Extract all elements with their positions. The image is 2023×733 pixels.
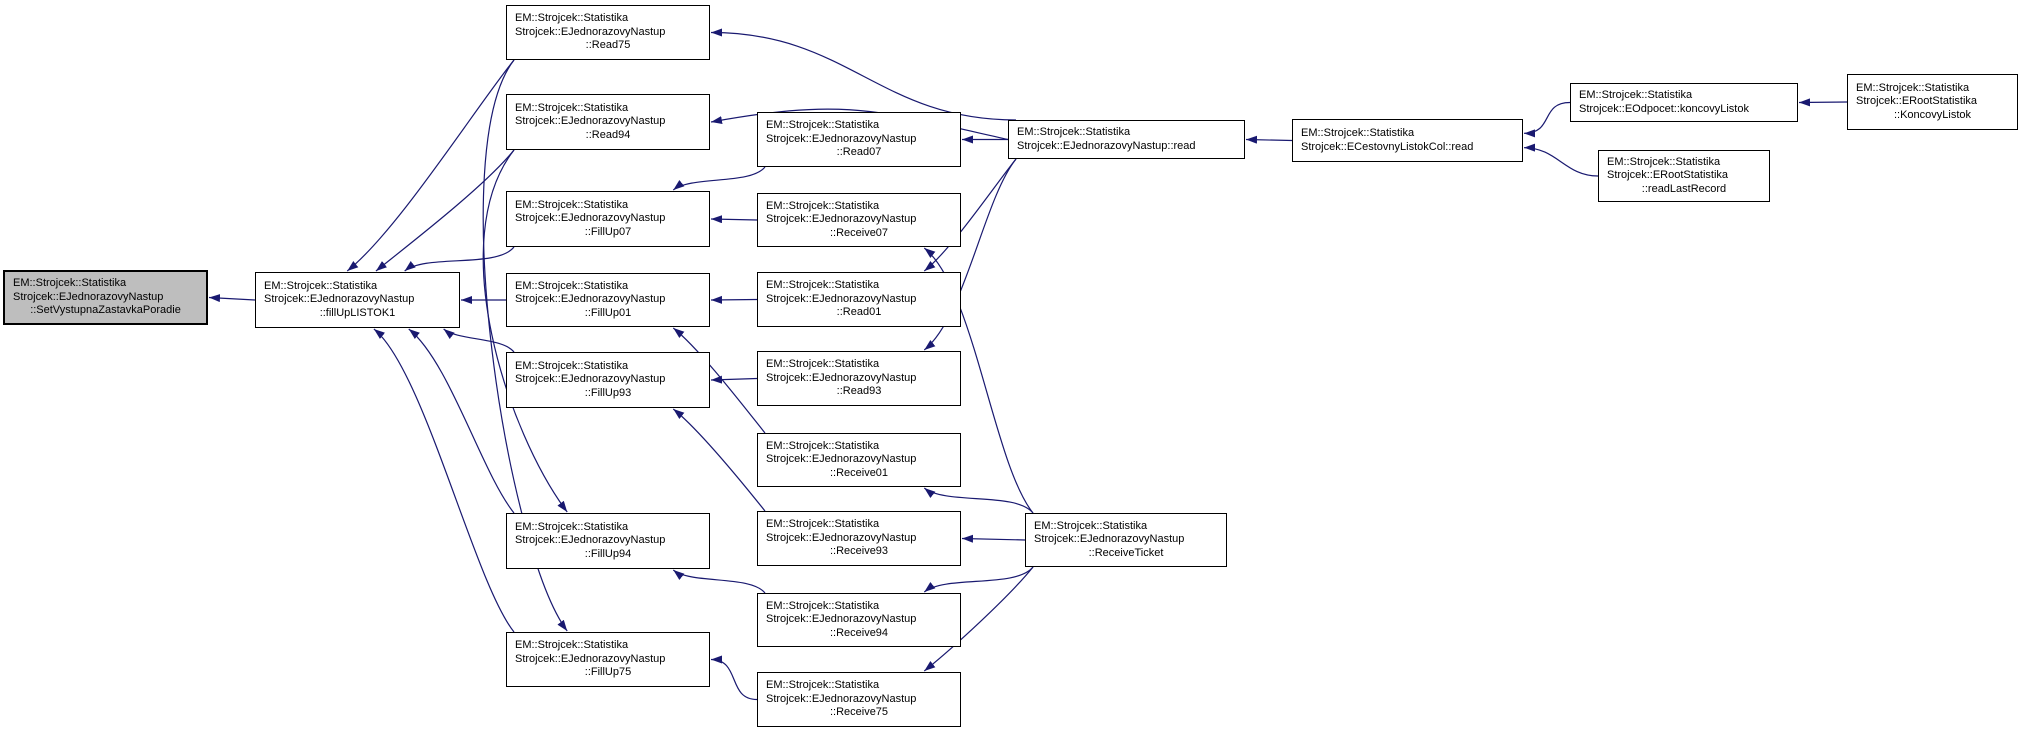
call-edge-fillUp07-to-fillUpLISTOK1	[405, 247, 514, 271]
node-label-line: Strojcek::EJednorazovyNastup	[515, 212, 666, 225]
graph-node-rootkoncovylistok[interactable]	[1847, 74, 2018, 130]
call-edge-receive94-to-fillUp94	[673, 570, 765, 593]
node-label-line: EM::Strojcek::Statistika	[1607, 155, 1721, 168]
node-label-line: Strojcek::EJednorazovyNastup	[766, 692, 917, 705]
node-label-line: EM::Strojcek::Statistika	[1579, 89, 1693, 101]
graph-node-fillup75[interactable]	[506, 632, 710, 687]
graph-node-receiveticket[interactable]	[1025, 513, 1227, 567]
node-label-line: ::Read93	[836, 385, 882, 398]
call-edge-cestovnyListokColRead-to-read	[1246, 140, 1292, 141]
call-edge-receive93-to-fillUp93	[673, 409, 765, 511]
graph-node-receive93[interactable]	[757, 511, 961, 566]
graph-node-fillup01[interactable]	[506, 273, 710, 327]
node-label-line: ::ReceiveTicket	[1088, 546, 1164, 559]
node-label-line: ::fillUpLISTOK1	[319, 306, 396, 319]
node-label-line: EM::Strojcek::Statistika	[515, 520, 629, 533]
node-label-line: EM::Strojcek::Statistika	[1034, 519, 1148, 532]
node-label-line: ::FillUp75	[584, 666, 632, 679]
node-label-line: EM::Strojcek::Statistika	[515, 12, 629, 25]
graph-node-receive75[interactable]	[757, 672, 961, 727]
call-edge-receiveTicket-to-receive93	[962, 539, 1025, 541]
node-label-line: Strojcek::EJednorazovyNastup	[515, 293, 666, 306]
call-edge-receive07-to-fillUp07	[711, 219, 757, 220]
node-label-line: EM::Strojcek::Statistika	[766, 439, 880, 452]
graph-node-filluplistok1[interactable]	[255, 272, 460, 328]
node-label-line: EM::Strojcek::Statistika	[766, 119, 880, 132]
node-label-line: ::Receive07	[829, 226, 889, 239]
call-edge-odpocetKoncovyListok-to-cestovnyListokColRead	[1524, 103, 1570, 134]
node-label-line: EM::Strojcek::Statistika	[515, 639, 629, 652]
graph-node-receive94[interactable]	[757, 593, 961, 647]
graph-node-fillup94[interactable]	[506, 513, 710, 569]
node-label-line: Strojcek::ERootStatistika	[1607, 169, 1729, 182]
node-label-line: ::FillUp01	[584, 306, 632, 319]
node-label-line: EM::Strojcek::Statistika	[1301, 127, 1415, 139]
call-edge-fillUpLISTOK1-to-setVystupnaZastavkaPoradie	[209, 298, 255, 301]
node-label-line: ::SetVystupnaZastavkaPoradie	[30, 304, 181, 317]
node-label-line: EM::Strojcek::Statistika	[515, 359, 629, 372]
node-label-line: Strojcek::EJednorazovyNastup	[515, 534, 666, 547]
node-label-line: EM::Strojcek::Statistika	[515, 101, 629, 114]
call-edge-fillUp94-to-fillUpLISTOK1	[409, 329, 514, 513]
graph-node-read93[interactable]	[757, 351, 961, 406]
graph-node-fillup07[interactable]	[506, 191, 710, 247]
node-label-line: EM::Strojcek::Statistika	[515, 279, 629, 292]
node-label-line: Strojcek::EJednorazovyNastup	[766, 453, 917, 466]
call-edge-read75-to-fillUpLISTOK1	[347, 60, 514, 271]
node-label-line: EM::Strojcek::Statistika	[766, 679, 880, 692]
node-label-line: Strojcek::EJednorazovyNastup	[515, 115, 666, 128]
node-label-line: Strojcek::ECestovnyListokCol::read	[1301, 140, 1474, 153]
node-label-line: ::FillUp07	[584, 225, 632, 238]
node-label-line: Strojcek::ERootStatistika	[1856, 95, 1978, 108]
node-label-line: Strojcek::EJednorazovyNastup	[766, 371, 917, 384]
call-edge-read07-to-fillUp07	[673, 167, 765, 190]
node-label-line: Strojcek::EJednorazovyNastup	[766, 292, 917, 305]
graph-node-read[interactable]	[1008, 120, 1245, 159]
node-label-line: EM::Strojcek::Statistika	[515, 198, 629, 211]
call-edge-fillUp93-to-fillUpLISTOK1	[444, 329, 514, 352]
node-label-line: ::readLastRecord	[1641, 182, 1727, 195]
graph-node-fillup93[interactable]	[506, 352, 710, 408]
node-label-line: Strojcek::EJednorazovyNastup	[766, 213, 917, 226]
node-label-line: EM::Strojcek::Statistika	[1017, 126, 1131, 138]
node-label-line: ::Receive93	[829, 545, 889, 558]
graph-node-cestovnylistokcolread[interactable]	[1292, 119, 1523, 162]
node-label-line: ::Read07	[836, 146, 882, 159]
node-label-line: EM::Strojcek::Statistika	[766, 358, 880, 371]
node-label-line: Strojcek::EJednorazovyNastup::read	[1017, 139, 1196, 152]
graph-node-read75[interactable]	[506, 5, 710, 60]
node-label-line: Strojcek::EJednorazovyNastup	[766, 132, 917, 145]
node-label-line: ::Read75	[585, 39, 631, 52]
node-label-line: EM::Strojcek::Statistika	[264, 279, 378, 292]
node-label-line: Strojcek::EJednorazovyNastup	[1034, 533, 1185, 546]
call-edge-read94-to-fillUpLISTOK1	[376, 150, 514, 271]
call-edge-receiveTicket-to-receive94	[924, 567, 1033, 592]
node-label-line: EM::Strojcek::Statistika	[13, 277, 127, 290]
graph-node-setvystupnazastavkaporadie[interactable]	[3, 270, 208, 325]
node-label-line: Strojcek::EJednorazovyNastup	[515, 652, 666, 665]
node-label-line: ::Receive01	[829, 466, 889, 479]
node-label-line: Strojcek::EJednorazovyNastup	[13, 290, 164, 303]
node-label-line: EM::Strojcek::Statistika	[766, 279, 880, 292]
call-edge-receive75-to-fillUp75	[711, 660, 757, 700]
node-label-line: Strojcek::EOdpocet::koncovyListok	[1579, 102, 1749, 115]
node-label-line: ::Receive75	[829, 706, 889, 719]
call-edge-readLastRecord-to-cestovnyListokColRead	[1524, 148, 1598, 176]
node-label-line: Strojcek::EJednorazovyNastup	[264, 293, 415, 306]
node-label-line: EM::Strojcek::Statistika	[766, 599, 880, 612]
graph-node-odpocetkoncovylistok[interactable]	[1570, 83, 1798, 122]
node-label-line: Strojcek::EJednorazovyNastup	[515, 25, 666, 38]
graph-node-receive07[interactable]	[757, 193, 961, 247]
node-label-line: EM::Strojcek::Statistika	[766, 518, 880, 531]
node-label-line: ::FillUp94	[584, 547, 632, 560]
node-label-line: ::Read01	[836, 306, 882, 319]
node-label-line: ::KoncovyListok	[1893, 108, 1972, 121]
node-label-line: ::FillUp93	[584, 386, 632, 399]
graph-node-read07[interactable]	[757, 112, 961, 167]
node-label-line: ::Receive94	[829, 626, 889, 639]
graph-node-readlastrecord[interactable]	[1598, 150, 1770, 202]
call-edge-read93-to-fillUp93	[711, 379, 757, 381]
node-label-line: Strojcek::EJednorazovyNastup	[515, 373, 666, 386]
node-label-line: ::Read94	[585, 128, 631, 141]
call-edge-rootKoncovyListok-to-odpocetKoncovyListok	[1799, 102, 1847, 103]
call-edge-read01-to-fillUp01	[711, 300, 757, 301]
call-edge-fillUp75-to-fillUpLISTOK1	[374, 329, 514, 632]
node-label-line: Strojcek::EJednorazovyNastup	[766, 613, 917, 626]
call-edge-receiveTicket-to-receive01	[924, 488, 1033, 513]
node-label-line: EM::Strojcek::Statistika	[766, 199, 880, 212]
node-label-line: Strojcek::EJednorazovyNastup	[766, 531, 917, 544]
call-edge-read-to-read75	[711, 33, 1016, 121]
graph-node-receive01[interactable]	[757, 433, 961, 487]
graph-node-read01[interactable]	[757, 272, 961, 327]
node-label-line: EM::Strojcek::Statistika	[1856, 81, 1970, 94]
graph-node-read94[interactable]	[506, 94, 710, 150]
